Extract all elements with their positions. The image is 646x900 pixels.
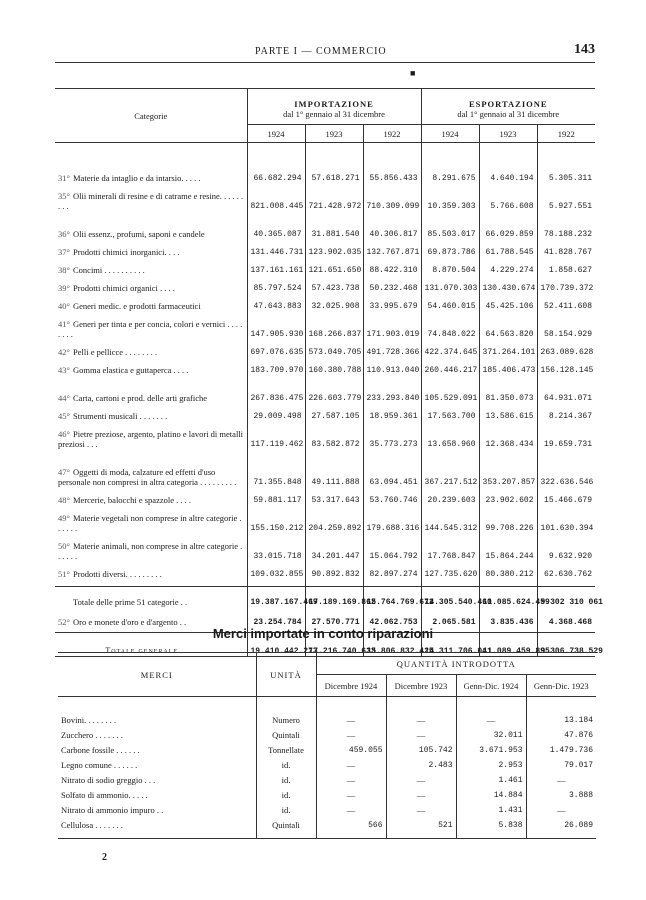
category-label: Prodotti chimici inorganici. . . . [73,246,180,257]
category-number: 43° [58,364,70,375]
value-cell: 41.828.767 [537,239,595,257]
category-label: Olii minerali di resine e di catrame e resine. . . . . . . . . [58,190,244,211]
quantity-cell: 47.876 [526,728,596,743]
value-cell: 15.864.244 [479,533,537,561]
merce-label: Legno comune . . . . . . [61,760,138,770]
category-label: Generi per tinta e per concia, colori e vernici . . . . . . . . [58,318,243,339]
page-number: 143 [574,42,595,57]
value-cell: 8.291.675 [421,155,479,183]
quantity-cell: 26.089 [526,818,596,833]
section-title: Merci importate in conto riparazioni [212,626,434,641]
value-cell: 63.094.451 [363,449,421,487]
value-cell: 66.029.859 [479,211,537,239]
category-number: 41° [58,318,70,329]
value-cell: 99.708.226 [479,505,537,533]
category-cell [55,561,247,579]
value-cell: 19.410.442.273 [247,633,305,657]
value-cell: 27.587.105 [305,403,363,421]
category-number: 38° [58,264,70,275]
table-row [58,788,596,803]
merce-label: Nitrato di sodio greggio . . . [61,775,156,785]
value-cell: 54.460.015 [421,293,479,311]
value-cell: 8.870.504 [421,257,479,275]
value-cell: 132.767.871 [363,239,421,257]
value-cell: 160.380.788 [305,357,363,375]
value-cell: 90.892.832 [305,561,363,579]
quantity-cell: 521 [386,818,456,833]
table-row [55,311,595,339]
table-row [55,257,595,275]
year-header: 1923 [305,125,363,143]
value-cell: 59.881.117 [247,487,305,505]
category-label: Carta, cartoni e prod. delle arti grafiche [73,392,208,403]
category-cell [55,533,247,561]
table-row [58,758,596,773]
value-cell: 170.739.372 [537,275,595,293]
quantity-cell: 2.483 [386,758,456,773]
value-cell: 156.128.145 [537,357,595,375]
category-cell [55,487,247,505]
value-cell: 5.927.551 [537,183,595,211]
category-number: 51° [58,568,70,579]
category-label: Prodotti diversi. . . . . . . . . [73,568,162,579]
value-cell: 31.881.540 [305,211,363,239]
value-cell: 422.374.645 [421,339,479,357]
value-cell: 123.902.035 [305,239,363,257]
merce-label: Zucchero . . . . . . . [61,730,123,740]
value-cell: 85.503.017 [421,211,479,239]
category-number: 37° [58,246,70,257]
year-header: 1922 [537,125,595,143]
value-cell: 267.836.475 [247,375,305,403]
category-cell [55,421,247,449]
category-number: 48° [58,494,70,505]
category-number: 39° [58,282,70,293]
category-cell [55,257,247,275]
category-label: Concimi . . . . . . . . . . [73,264,145,275]
value-cell: 57.618.271 [305,155,363,183]
year-header: 1924 [247,125,305,143]
value-cell: 1.858.627 [537,257,595,275]
year-header: 1922 [363,125,421,143]
table-row [55,403,595,421]
value-cell: 9.302 310 061 [537,587,595,607]
category-number: 45° [58,410,70,421]
quantity-cell: — [316,803,386,818]
category-cell [55,239,247,257]
category-cell [55,275,247,293]
value-cell: 64.931.071 [537,375,595,403]
table-row [55,211,595,239]
value-cell: 17.189.169.862 [305,587,363,607]
table-row [55,339,595,357]
value-cell: 263.089.628 [537,339,595,357]
value-cell: 58.154.929 [537,311,595,339]
category-number: 44° [58,392,70,403]
value-cell: 171.903.019 [363,311,421,339]
value-cell: 61.788.545 [479,239,537,257]
value-cell: 11.085.624.459 [479,587,537,607]
table-row [55,505,595,533]
unit-cell: Tonnellate [256,743,316,758]
category-label: Gomma elastica e guttaperca . . . . [73,364,189,375]
value-cell: 15.466.679 [537,487,595,505]
value-cell: 80.380.212 [479,561,537,579]
unit-cell: id. [256,773,316,788]
category-cell [55,375,247,403]
category-number: 35° [58,190,70,201]
value-cell: 185.406.473 [479,357,537,375]
value-cell: 109.032.855 [247,561,305,579]
col-merci: MERCI [58,653,256,697]
value-cell: 71.355.848 [247,449,305,487]
value-cell: 131.446.731 [247,239,305,257]
quantity-cell: — [316,788,386,803]
table-row [55,587,595,607]
value-cell: 110.913.040 [363,357,421,375]
value-cell: 5.766.608 [479,183,537,211]
value-cell: 710.309.099 [363,183,421,211]
merce-label: Carbone fossile . . . . . . [61,745,140,755]
value-cell: 11.089.459.895 [479,633,537,657]
quantity-cell: — [386,773,456,788]
quantity-cell: 5.838 [456,818,526,833]
value-cell: 17.563.700 [421,403,479,421]
category-number: 49° [58,512,70,523]
value-cell: 4.368.468 [537,607,595,627]
unit-cell: Quintali [256,818,316,833]
export-title: ESPORTAZIONE [421,89,595,109]
col-quantita: QUANTITÀ INTRODOTTA [316,653,596,675]
col-categorie: Categorie [55,89,247,143]
unit-cell: id. [256,803,316,818]
table-row [55,421,595,449]
value-cell: 45.425.106 [479,293,537,311]
value-cell: 137.161.161 [247,257,305,275]
category-cell [55,339,247,357]
value-cell: 183.709.970 [247,357,305,375]
value-cell: 2.065.581 [421,607,479,627]
value-cell: 15.064.792 [363,533,421,561]
value-cell: 62.630.762 [537,561,595,579]
value-cell: 322.636.546 [537,449,595,487]
merce-label: Cellulosa . . . . . . . [61,820,123,830]
category-label: Prodotti chimici organici . . . . [73,282,175,293]
quantity-cell: — [316,773,386,788]
category-cell [55,357,247,375]
value-cell: 34.201.447 [305,533,363,561]
table-row [55,183,595,211]
table-row [55,375,595,403]
merce-label: Nitrato di ammonio impuro . . [61,805,164,815]
category-label: Totale delle prime 51 categorie . . [73,596,188,607]
value-cell: 179.688.316 [363,505,421,533]
period-header: Genn-Dic. 1923 [526,675,596,697]
value-cell: 23.902.602 [479,487,537,505]
merce-label: Bovini. . . . . . . . [61,715,117,725]
table-row [58,803,596,818]
value-cell: 15.764.769.672 [363,587,421,607]
value-cell: 144.545.312 [421,505,479,533]
quantity-cell: — [456,713,526,728]
value-cell: 23.254.784 [247,607,305,627]
value-cell: 49.111.888 [305,449,363,487]
value-cell: 64.563.820 [479,311,537,339]
quantity-cell: — [386,788,456,803]
quantity-cell: — [386,728,456,743]
value-cell: 74.848.022 [421,311,479,339]
quantity-cell: 459.055 [316,743,386,758]
table-row [55,607,595,627]
category-number: 47° [58,466,70,477]
value-cell: 130.430.674 [479,275,537,293]
table-row [55,533,595,561]
value-cell: 491.728.366 [363,339,421,357]
value-cell: 127.735.620 [421,561,479,579]
period-header: Dicembre 1923 [386,675,456,697]
merce-label: Solfato di ammonio. . . . . [61,790,148,800]
quantity-cell: 79.017 [526,758,596,773]
table-row [55,561,595,579]
unit-cell: Quintali [256,728,316,743]
table-row [58,818,596,833]
category-label: Oggetti di moda, calzature ed effetti d'uso personale non compresi in altra categoria . . . . . . . . . [58,466,237,487]
category-cell [55,449,247,487]
quantity-cell: — [316,758,386,773]
quantity-cell: 1.431 [456,803,526,818]
export-subtitle: dal 1° gennaio al 31 dicembre [421,109,595,125]
import-title: IMPORTAZIONE [247,89,421,109]
value-cell: 105.529.091 [421,375,479,403]
unit-cell: Numero [256,713,316,728]
value-cell: 69.873.786 [421,239,479,257]
category-label: Mercerie, balocchi e spazzole . . . . [73,494,191,505]
value-cell: 29.009.498 [247,403,305,421]
value-cell: 81.350.073 [479,375,537,403]
value-cell: 5.305.311 [537,155,595,183]
category-label: Pietre preziose, argento, platino e lavori di metalli preziosi . . . [58,428,244,449]
quantity-cell: 13.184 [526,713,596,728]
category-number: 52° [58,616,70,627]
value-cell: 32.025.908 [305,293,363,311]
category-number: 40° [58,300,70,311]
category-label: Oro e monete d'oro e d'argento . . [73,616,187,627]
unit-cell: id. [256,788,316,803]
category-cell [55,155,247,183]
value-cell: 40.306.817 [363,211,421,239]
value-cell: 15.806.832.425 [363,633,421,657]
category-label: Strumenti musicali . . . . . . . [73,410,168,421]
value-cell: 85.797.524 [247,275,305,293]
value-cell: 20.239.603 [421,487,479,505]
quantity-cell: — [526,803,596,818]
category-number: 50° [58,540,70,551]
value-cell: 155.150.212 [247,505,305,533]
value-cell: 147.905.930 [247,311,305,339]
import-subtitle: dal 1° gennaio al 31 dicembre [247,109,421,125]
print-mark: ■ [410,68,416,78]
value-cell: 14.311.706.041 [421,633,479,657]
year-header: 1923 [479,125,537,143]
value-cell: 101.630.394 [537,505,595,533]
quantity-cell: 566 [316,818,386,833]
value-cell: 168.266.837 [305,311,363,339]
value-cell: 12.368.434 [479,421,537,449]
value-cell: 353.207.857 [479,449,537,487]
quantity-cell: — [316,713,386,728]
value-cell: 8.214.367 [537,403,595,421]
category-label: Olii essenz., profumi, saponi e candele [73,228,205,239]
value-cell: 697.076.635 [247,339,305,357]
category-label: Generi medic. e prodotti farmaceutici [73,300,201,311]
category-cell [55,211,247,239]
value-cell: 13.586.615 [479,403,537,421]
value-cell: 47.643.883 [247,293,305,311]
value-cell: 33.015.718 [247,533,305,561]
value-cell: 57.423.738 [305,275,363,293]
value-cell: 55.856.433 [363,155,421,183]
category-number: 31° [58,172,70,183]
value-cell: 53.317.643 [305,487,363,505]
value-cell: 50.232.468 [363,275,421,293]
running-title: PARTE I — COMMERCIO [255,46,387,57]
quantity-cell: 14.884 [456,788,526,803]
category-cell [55,587,247,607]
quantity-cell: 2.953 [456,758,526,773]
value-cell: 371.264.101 [479,339,537,357]
value-cell: 573.049.705 [305,339,363,357]
signature-mark: 2 [102,852,107,863]
value-cell: 131.070.303 [421,275,479,293]
value-cell: 27.570.771 [305,607,363,627]
value-cell: 78.188.232 [537,211,595,239]
category-label: Materie da intaglio e da intarsio. . . . . [73,172,201,183]
value-cell: 13.658.960 [421,421,479,449]
table-row [55,155,595,183]
quantity-cell: 1.479.736 [526,743,596,758]
category-number: 42° [58,346,70,357]
value-cell: 3.835.436 [479,607,537,627]
table-row [58,728,596,743]
value-cell: 204.259.892 [305,505,363,533]
category-label: Materie animali, non comprese in altre categorie . . . . . . [58,540,243,561]
quantity-cell: — [386,803,456,818]
value-cell: 117.119.462 [247,421,305,449]
value-cell: 721.428.972 [305,183,363,211]
value-cell: 88.422.310 [363,257,421,275]
category-label: Materie vegetali non comprese in altre categorie . . . . . . [58,512,242,533]
value-cell: 121.651.650 [305,257,363,275]
category-cell [55,607,247,627]
table-row [55,239,595,257]
value-cell: 18.959.361 [363,403,421,421]
col-unita: UNITÀ [256,653,316,697]
table-row [58,773,596,788]
category-cell [55,293,247,311]
category-cell [55,311,247,339]
value-cell: 367.217.512 [421,449,479,487]
value-cell: 66.682.294 [247,155,305,183]
category-number: 36° [58,228,70,239]
period-header: Genn-Dic. 1924 [456,675,526,697]
trade-table [55,88,603,657]
value-cell: 52.411.608 [537,293,595,311]
table-row [55,293,595,311]
grand-total-label: Totale generale . . . [105,646,197,655]
category-number: 46° [58,428,70,439]
value-cell: 33.995.679 [363,293,421,311]
table-row [55,357,595,375]
period-header: Dicembre 1924 [316,675,386,697]
quantity-cell: 3.888 [526,788,596,803]
quantity-cell: — [526,773,596,788]
table-row [55,275,595,293]
value-cell: 9.632.920 [537,533,595,561]
value-cell: 10.359.303 [421,183,479,211]
quantity-cell: 1.461 [456,773,526,788]
value-cell: 260.446.217 [421,357,479,375]
table-row [55,449,595,487]
category-cell [55,505,247,533]
value-cell: 17.216.740.633 [305,633,363,657]
table-row [58,713,596,728]
table-row [58,743,596,758]
value-cell: 35.773.273 [363,421,421,449]
value-cell: 233.293.840 [363,375,421,403]
running-header [55,44,595,63]
quantity-cell: 105.742 [386,743,456,758]
value-cell: 4.640.194 [479,155,537,183]
value-cell: 14.305.540.460 [421,587,479,607]
value-cell: 226.603.779 [305,375,363,403]
repairs-table [58,652,596,839]
value-cell: 53.760.746 [363,487,421,505]
value-cell: 83.582.872 [305,421,363,449]
unit-cell: id. [256,758,316,773]
value-cell: 19.387.167.469 [247,587,305,607]
value-cell: 821.008.445 [247,183,305,211]
category-cell [55,183,247,211]
value-cell: 17.768.847 [421,533,479,561]
quantity-cell: — [386,713,456,728]
value-cell: 82.897.274 [363,561,421,579]
year-header: 1924 [421,125,479,143]
quantity-cell: 3.671.953 [456,743,526,758]
table-row [55,487,595,505]
value-cell: 42.062.753 [363,607,421,627]
quantity-cell: — [316,728,386,743]
value-cell: 19.659.731 [537,421,595,449]
category-cell [55,403,247,421]
category-label: Pelli e pellicce . . . . . . . . [73,346,158,357]
quantity-cell: 32.011 [456,728,526,743]
value-cell: 9.306.738.529 [537,633,595,657]
value-cell: 40.365.087 [247,211,305,239]
value-cell: 4.229.274 [479,257,537,275]
